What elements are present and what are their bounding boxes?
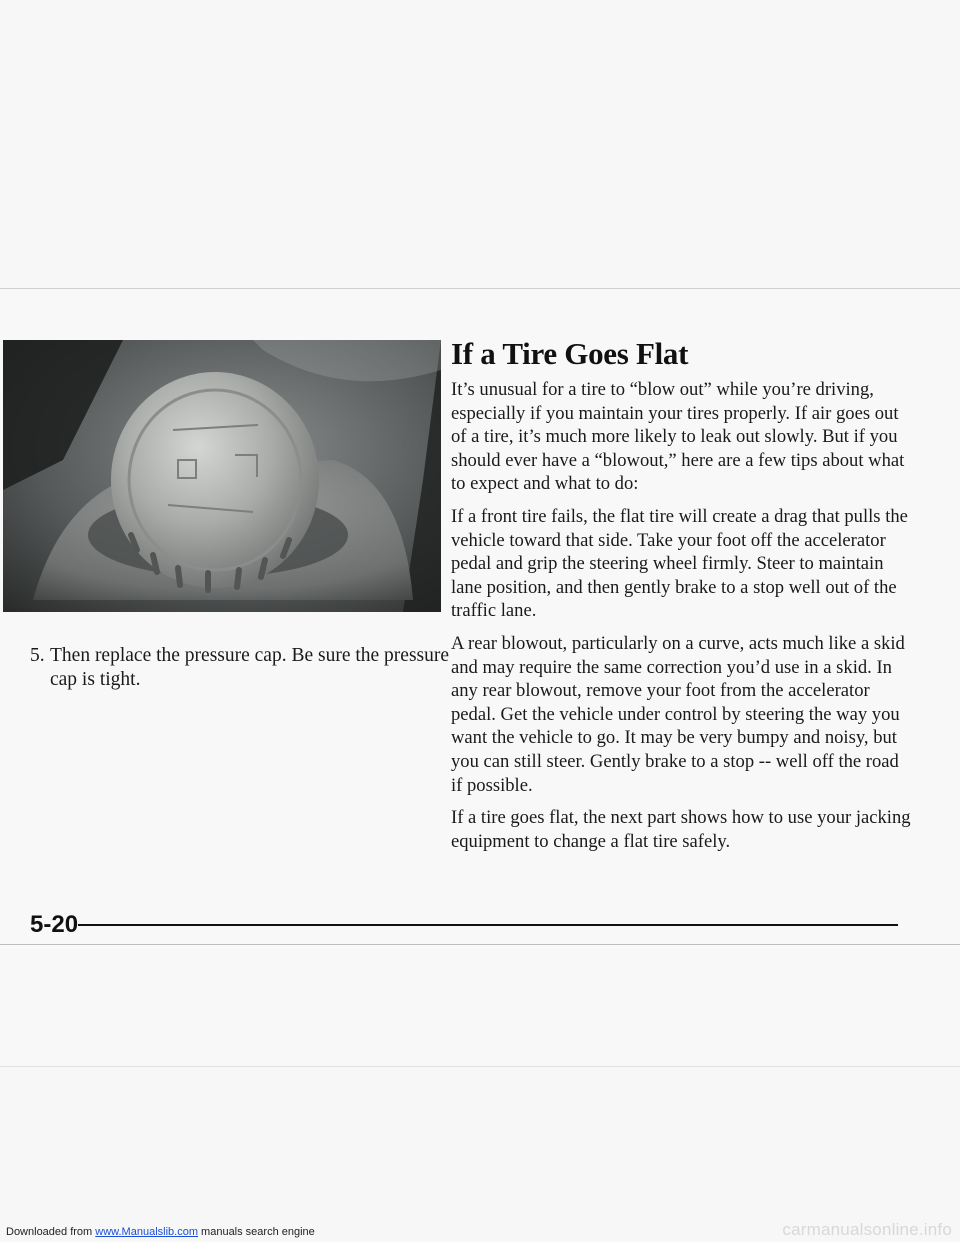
paragraph-next-part: If a tire goes flat, the next part shows how to use your jacking equipment to change a flat tire safely.	[451, 807, 911, 852]
scan-line-lower	[0, 1066, 960, 1067]
watermark: carmanualsonline.info	[782, 1220, 952, 1239]
scan-line-bottom	[0, 944, 960, 945]
step-5	[30, 644, 450, 692]
footer-rule	[78, 924, 898, 926]
banner-prefix: Downloaded from	[6, 1226, 93, 1238]
paragraph-intro: It’s unusual for a tire to “blow out” while you’re driving, especially if you maintain your tires properly. If air goes out of a tire, it’s much more likely to leak out slowly. But if you should ever have a “blowout,” here are a few tips about what to expect and what to do:	[451, 379, 905, 495]
section-body	[451, 378, 911, 862]
pressure-cap-illustration	[3, 340, 441, 612]
pressure-cap-photo	[3, 340, 441, 612]
download-banner	[6, 1226, 315, 1238]
step-number: 5.	[30, 645, 45, 666]
banner-suffix: manuals search engine	[201, 1226, 315, 1238]
scan-line-top	[0, 288, 960, 289]
step-text: Then replace the pressure cap. Be sure the pressure cap is tight.	[50, 645, 450, 690]
manualslib-link[interactable]: www.Manualslib.com	[95, 1226, 198, 1238]
section-title: If a Tire Goes Flat	[451, 336, 689, 371]
paragraph-front-tire: If a front tire fails, the flat tire will create a drag that pulls the vehicle toward that side. Take your foot off the accelerator pedal and grip the steering wheel firmly. Steer to maintain lane position, and then gently brake to a stop well out of the traffic lane.	[451, 505, 908, 622]
paragraph-rear-blowout: A rear blowout, particularly on a curve, acts much like a skid and may require the same correction you’d use in a skid. In any rear blowout, remove your foot from the accelerator pedal. Get the vehicle under control by steering the way you want the vehicle to go. It may be very bumpy and noisy, but you can still steer. Gently brake to a stop -- well off the road if possible.	[451, 632, 905, 796]
page-number: 5-20	[30, 911, 79, 938]
